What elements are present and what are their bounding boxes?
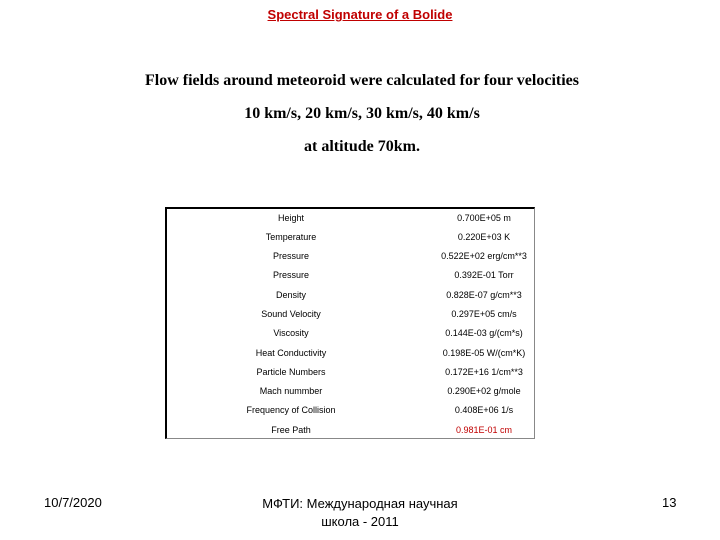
row-value: 0.297E+05 cm/s (451, 309, 517, 319)
row-value: 0.172E+16 1/cm**3 (445, 367, 523, 377)
row-value: 0.408E+06 1/s (454, 405, 514, 415)
footer-date: 10/7/2020 (44, 495, 102, 510)
row-label: Free Path (271, 425, 311, 435)
row-label: Mach nummber (259, 386, 323, 396)
row-label: Frequency of Collision (246, 405, 336, 415)
footer-center (230, 495, 490, 531)
table-row (167, 401, 534, 420)
row-value: 0.220E+03 K (457, 232, 511, 242)
table-row (167, 305, 534, 324)
footer-line-1: МФТИ: Международная научная (262, 496, 458, 511)
row-value: 0.144E-03 g/(cm*s) (445, 328, 523, 338)
row-label: Pressure (272, 251, 309, 261)
intro-line-1: Flow fields around meteoroid were calculated for four velocities (144, 72, 579, 89)
row-label: Particle Numbers (256, 367, 326, 377)
row-label: Pressure (272, 270, 309, 280)
row-label: Height (277, 213, 304, 223)
row-label: Density (275, 290, 306, 300)
row-value: 0.522E+02 erg/cm**3 (441, 251, 527, 261)
row-value: 0.198E-05 W/(cm*K) (442, 348, 526, 358)
page-number: 13 (662, 495, 677, 510)
row-value: 0.700E+05 m (457, 213, 511, 223)
row-label: Heat Conductivity (255, 348, 327, 358)
row-value: 0.981E-01 cm (455, 425, 513, 435)
table-row (167, 247, 534, 266)
table-row (167, 344, 534, 363)
row-label: Sound Velocity (261, 309, 321, 319)
table-row (167, 382, 534, 401)
table-row (167, 209, 534, 228)
intro-line-3: at altitude 70km. (304, 138, 420, 155)
row-value: 0.392E-01 Torr (454, 270, 514, 280)
slide-title: Spectral Signature of a Bolide (267, 7, 453, 22)
table-row (167, 266, 534, 285)
table-row (167, 286, 534, 305)
table-row (167, 228, 534, 247)
row-value: 0.290E+02 g/mole (447, 386, 521, 396)
parameters-table (165, 207, 535, 439)
row-value: 0.828E-07 g/cm**3 (446, 290, 522, 300)
intro-line-2: 10 km/s, 20 km/s, 30 km/s, 40 km/s (244, 105, 480, 122)
table-row (167, 421, 534, 440)
table-row (167, 324, 534, 343)
row-label: Temperature (265, 232, 317, 242)
row-label: Viscosity (273, 328, 309, 338)
table-row (167, 363, 534, 382)
footer-line-2: школа - 2011 (321, 514, 399, 529)
